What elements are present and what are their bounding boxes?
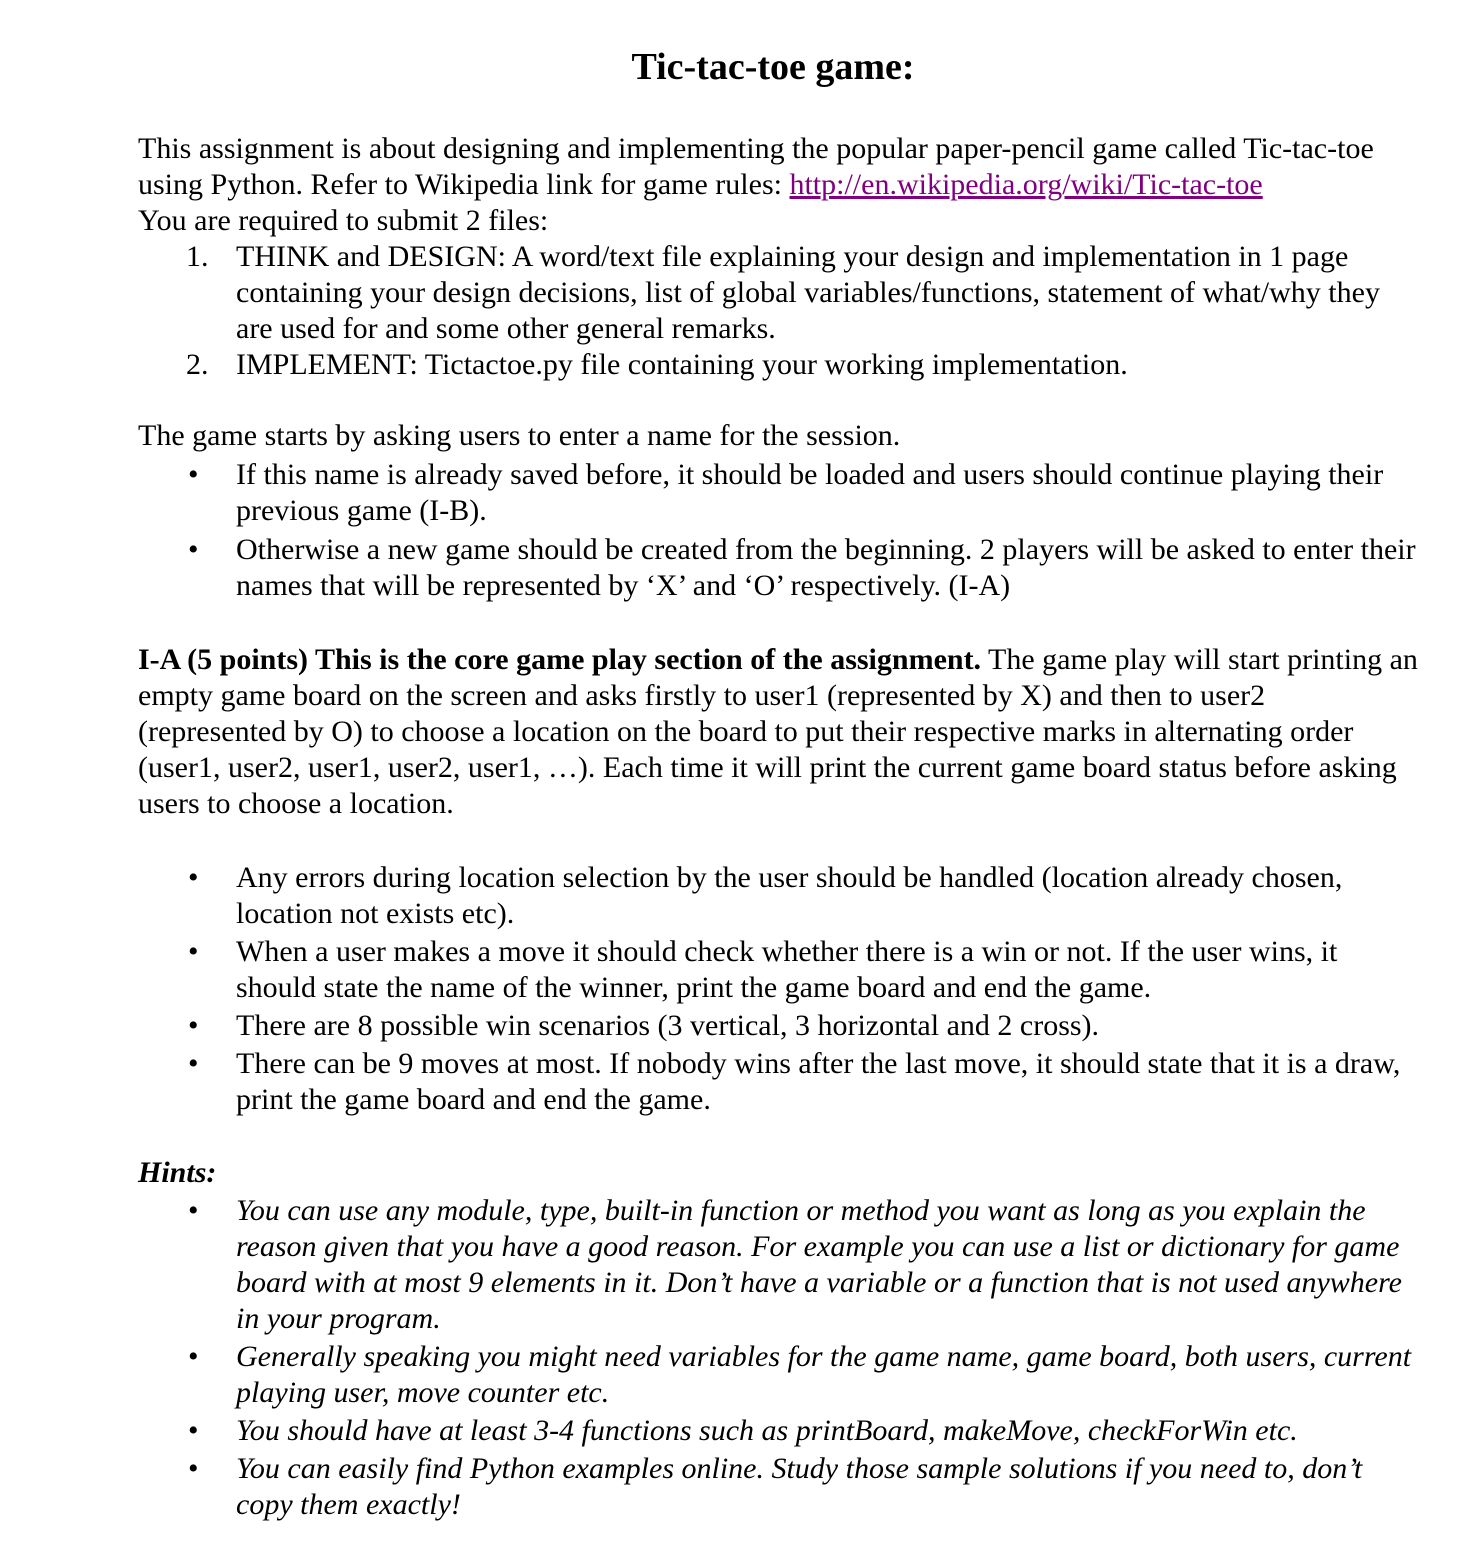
section-ia-text: The game play will start printing an empty game board on the screen and asks firstly to user1 (represented by X) and then to user2 (represented by O) to choose a location on the board to put their respective marks in alternating order (user1, user2, user1, user2, user1, …). Each time it will print the current game board status before asking users to choose a location. bbox=[138, 643, 1418, 820]
list-item bbox=[186, 934, 1416, 1006]
list-item-text: IMPLEMENT: Tictactoe.py file containing your working implementation. bbox=[236, 348, 1128, 381]
section-ia-heading: I-A (5 points) This is the core game play section of the assignment. bbox=[138, 643, 982, 676]
list-number: 2. bbox=[186, 348, 209, 381]
list-number: 1. bbox=[186, 240, 209, 273]
bullet-icon: • bbox=[188, 1009, 199, 1042]
bullet-icon: • bbox=[188, 1414, 199, 1447]
list-item bbox=[186, 347, 1416, 383]
bullet-icon: • bbox=[188, 861, 199, 894]
start-paragraph: The game starts by asking users to enter a name for the session. bbox=[138, 419, 901, 452]
list-item bbox=[186, 1046, 1416, 1118]
bullet-icon: • bbox=[188, 1047, 199, 1080]
list-item bbox=[186, 860, 1416, 932]
list-item-text: When a user makes a move it should check whether there is a win or not. If the user wins, it should state the name of the winner, print the game board and end the game. bbox=[236, 935, 1338, 1004]
section-ia-paragraph bbox=[138, 642, 1418, 822]
list-item bbox=[186, 1008, 1416, 1044]
bullet-icon: • bbox=[188, 458, 199, 491]
list-item-text: You should have at least 3-4 functions such as printBoard, makeMove, checkForWin etc. bbox=[236, 1414, 1298, 1447]
bullet-icon: • bbox=[188, 935, 199, 968]
start-bullets bbox=[186, 457, 1416, 604]
bullet-icon: • bbox=[188, 1340, 199, 1373]
hints-bullets bbox=[186, 1193, 1416, 1523]
list-item-text: If this name is already saved before, it should be loaded and users should continue playing their previous game (I-B). bbox=[236, 458, 1384, 527]
bullet-icon: • bbox=[188, 1452, 199, 1485]
bullet-icon: • bbox=[188, 1194, 199, 1227]
list-item bbox=[186, 1193, 1416, 1337]
list-item-text: There are 8 possible win scenarios (3 vertical, 3 horizontal and 2 cross). bbox=[236, 1009, 1100, 1042]
list-item bbox=[186, 1339, 1416, 1411]
list-item bbox=[186, 1413, 1416, 1449]
wikipedia-link[interactable]: http://en.wikipedia.org/wiki/Tic-tac-toe bbox=[789, 168, 1263, 201]
list-item bbox=[186, 532, 1416, 604]
list-item-text: Generally speaking you might need variables for the game name, game board, both users, current playing user, move counter etc. bbox=[236, 1340, 1412, 1409]
list-item-text: Any errors during location selection by the user should be handled (location already chosen, location not exists etc). bbox=[236, 861, 1343, 930]
list-item-text: THINK and DESIGN: A word/text file explaining your design and implementation in 1 page containing your design decisions, list of global variables/functions, statement of what/why they are used for and some other general remarks. bbox=[236, 240, 1380, 345]
list-item-text: You can easily find Python examples online. Study those sample solutions if you need to, don’t copy them exactly! bbox=[236, 1452, 1363, 1521]
list-item bbox=[186, 239, 1416, 347]
hints-heading: Hints: bbox=[138, 1156, 217, 1189]
list-item bbox=[186, 1451, 1416, 1523]
files-list bbox=[186, 239, 1416, 383]
submit-text: You are required to submit 2 files: bbox=[138, 204, 549, 237]
page-title: Tic-tac-toe game: bbox=[631, 46, 915, 88]
bullet-icon: • bbox=[188, 533, 199, 566]
intro-text: This assignment is about designing and implementing the popular paper-pencil game called Tic-tac-toe using Python. Refer to Wikipedia link for game rules: bbox=[138, 132, 1374, 201]
intro-paragraph bbox=[138, 131, 1418, 239]
list-item bbox=[186, 457, 1416, 529]
section-ia-bullets bbox=[186, 860, 1416, 1118]
list-item-text: You can use any module, type, built-in function or method you want as long as you explain the reason given that you have a good reason. For example you can use a list or dictionary for game board with at most 9 elements in it. Don’t have a variable or a function that is not used anywhere in your program. bbox=[236, 1194, 1403, 1335]
list-item-text: Otherwise a new game should be created from the beginning. 2 players will be asked to enter their names that will be represented by ‘X’ and ‘O’ respectively. (I-A) bbox=[236, 533, 1416, 602]
list-item-text: There can be 9 moves at most. If nobody wins after the last move, it should state that it is a draw, print the game board and end the game. bbox=[236, 1047, 1401, 1116]
